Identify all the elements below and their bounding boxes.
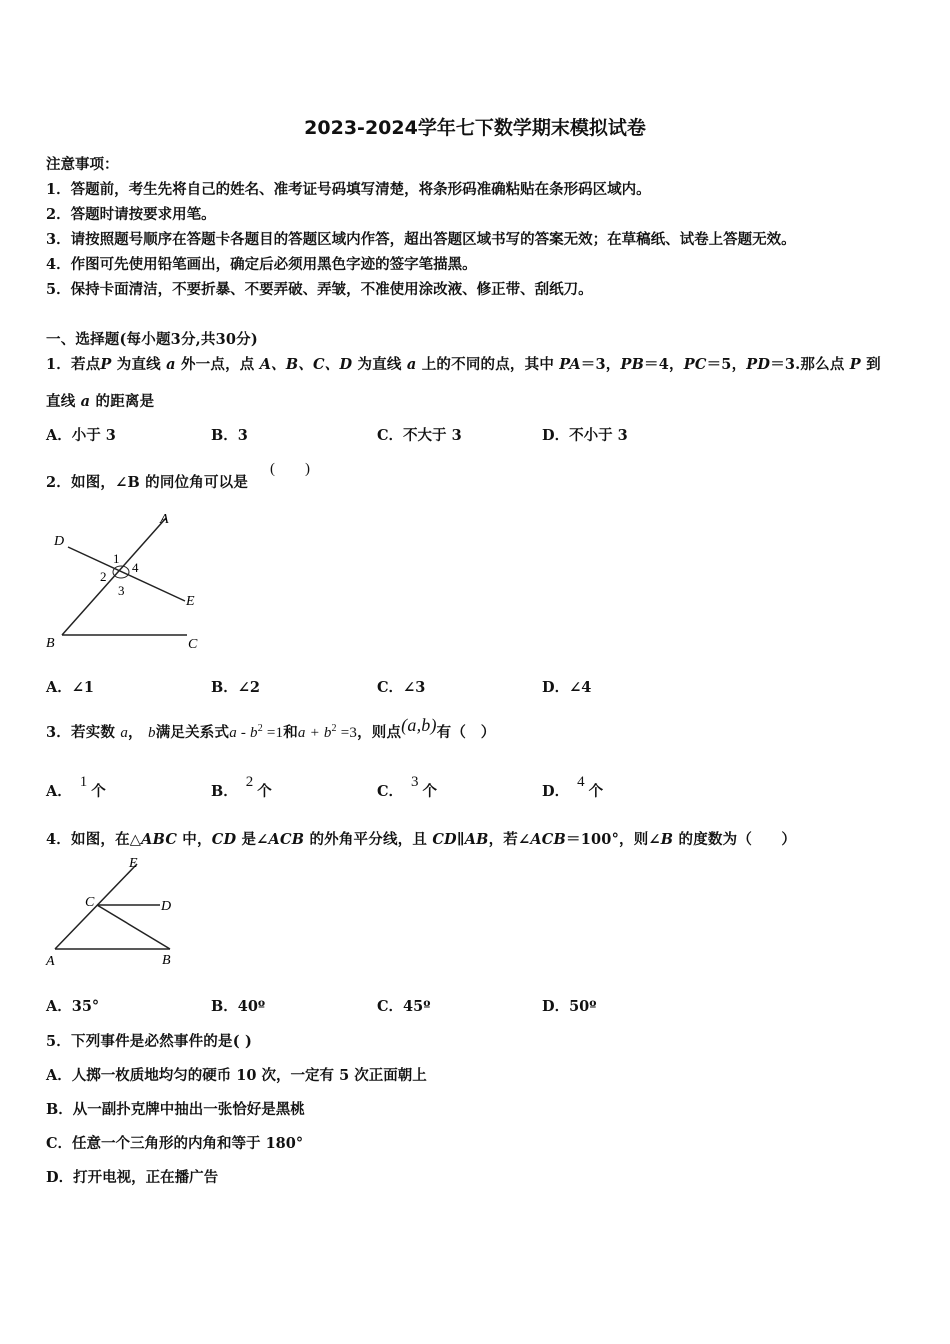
q4-option-d[interactable]: D．50º [542, 998, 597, 1015]
q4-figure [40, 852, 190, 972]
q2-option-b[interactable]: B．∠2 [211, 679, 260, 696]
q2-figure [40, 505, 220, 660]
q5-option-d[interactable]: D．打开电视，正在播广告 [46, 1169, 219, 1186]
fig2-angle-4: 4 [132, 560, 139, 575]
q3-option-c[interactable]: C．3个 [377, 774, 438, 800]
q1-option-a[interactable]: A．小于 3 [46, 427, 116, 444]
fig4-label-e: E [129, 856, 138, 871]
question-2-paren: ( ) [270, 461, 310, 477]
notice-item-3: 3．请按照题号顺序在答题卡各题目的答题区域内作答，超出答题区域书写的答案无效；在草稿纸、试卷上答题无效。 [46, 231, 796, 248]
question-1-stem: 1．若点P 为直线 a 外一点，点 A、B、C、D 为直线 a 上的不同的点，其中 PA＝3，PB＝4，PC＝5，PD＝3.那么点 P 到 [46, 356, 881, 373]
question-3-stem: 3．若实数 a， b满足关系式$a - b^2 =1$和$a + b^2 =3$，则点(a,b)有（ ） [46, 715, 496, 741]
fig4-label-c: C [85, 895, 95, 910]
fig2-angle-1: 1 [113, 551, 120, 566]
page-title: 2023-2024学年七下数学期末模拟试卷 [304, 117, 646, 139]
question-4-stem: 4．如图，在△ABC 中，CD 是∠ACB 的外角平分线，且 CD∥AB，若∠ACB＝100°，则∠B 的度数为（ ） [46, 831, 797, 848]
fig2-label-e: E [186, 594, 195, 609]
question-1-stem-cont: 直线 a 的距离是 [46, 393, 155, 410]
q2-option-c[interactable]: C．∠3 [377, 679, 426, 696]
q2-option-d[interactable]: D．∠4 [542, 679, 592, 696]
notice-item-5: 5．保持卡面清洁，不要折暴、不要弄破、弄皱，不准使用涂改液、修正带、刮纸刀。 [46, 281, 593, 298]
fig2-label-a: A [160, 512, 169, 527]
fig2-label-d: D [54, 534, 65, 549]
fig4-label-b: B [162, 953, 171, 968]
q5-option-c[interactable]: C．任意一个三角形的内角和等于 180° [46, 1135, 304, 1152]
fig4-label-a: A [46, 954, 55, 969]
q3-option-b[interactable]: B．2个 [211, 774, 272, 800]
q1-option-d[interactable]: D．不小于 3 [542, 427, 628, 444]
section-heading: 一、选择题(每小题3分,共30分) [46, 331, 258, 348]
fig2-angle-2: 2 [100, 569, 107, 584]
q1-option-b[interactable]: B．3 [211, 427, 248, 444]
q4-option-b[interactable]: B．40º [211, 998, 266, 1015]
notice-item-4: 4．作图可先使用铅笔画出，确定后必须用黑色字迹的签字笔描黑。 [46, 256, 477, 273]
fig2-label-b: B [46, 636, 55, 651]
fig2-angle-3: 3 [118, 583, 125, 598]
q2-option-a[interactable]: A．∠1 [46, 679, 94, 696]
q5-option-a[interactable]: A．人掷一枚质地均匀的硬币 10 次，一定有 5 次正面朝上 [46, 1067, 427, 1084]
q4-option-c[interactable]: C．45º [377, 998, 431, 1015]
q3-option-d[interactable]: D．4个 [542, 774, 604, 800]
q1-option-c[interactable]: C．不大于 3 [377, 427, 462, 444]
q3-option-a[interactable]: A．1个 [46, 774, 106, 800]
question-2-stem: 2．如图，∠B 的同位角可以是 [46, 474, 249, 491]
fig4-label-d: D [161, 899, 172, 914]
question-5-stem: 5．下列事件是必然事件的是( ) [46, 1033, 253, 1050]
q5-option-b[interactable]: B．从一副扑克牌中抽出一张恰好是黑桃 [46, 1101, 305, 1118]
q4-option-a[interactable]: A．35° [46, 998, 100, 1015]
notice-item-1: 1．答题前，考生先将自己的姓名、准考证号码填写清楚，将条形码准确粘贴在条形码区域内。 [46, 181, 651, 198]
fig2-label-c: C [188, 637, 198, 652]
notice-item-2: 2．答题时请按要求用笔。 [46, 206, 216, 223]
notice-heading: 注意事项： [46, 156, 119, 173]
